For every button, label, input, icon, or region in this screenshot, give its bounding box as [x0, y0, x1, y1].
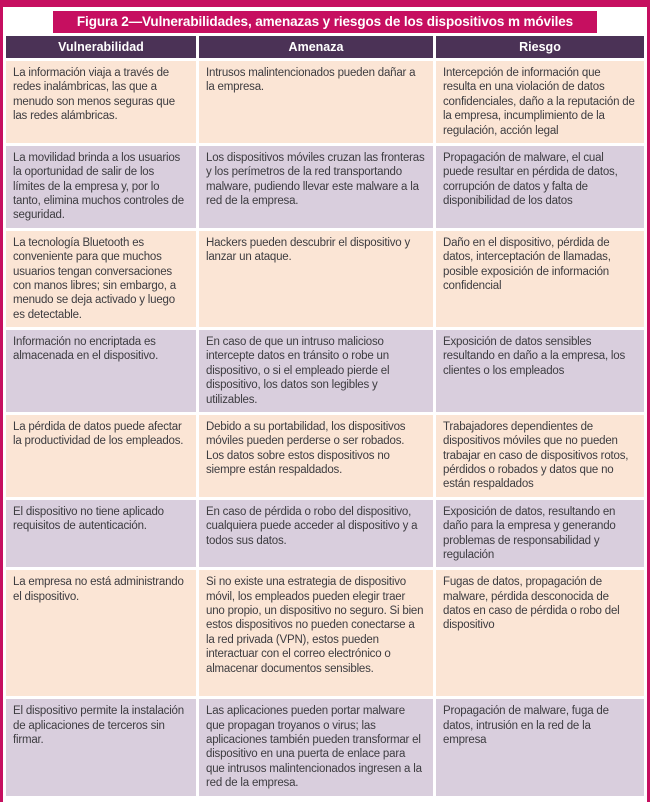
column-header-riesgo: Riesgo	[436, 36, 644, 58]
cell-riesgo: Daño en el dispositivo, pérdida de datos, interceptación de llamadas, posible exposición de información confidencial	[436, 231, 644, 327]
cell-vulnerabilidad: La tecnología Bluetooth es conveniente para que muchos usuarios tengan conversaciones con manos libres; sin embargo, a menudo se deja activado y luego es detectable.	[6, 231, 196, 327]
cell-riesgo: Fugas de datos, propagación de malware, pérdida desconocida de datos en caso de pérdida o robo del dispositivo	[436, 570, 644, 696]
cell-riesgo: Exposición de datos, resultando en daño para la empresa y generando problemas de responsabilidad y regulación	[436, 500, 644, 568]
cell-riesgo: Intercepción de información que resulta en una violación de datos confidenciales, daño a la reputación de la empresa, incumplimiento de la regulación, acción legal	[436, 61, 644, 143]
cell-amenaza: Intrusos malintencionados pueden dañar a la empresa.	[199, 61, 433, 143]
cell-riesgo: Propagación de malware, el cual puede resultar en pérdida de datos, corrupción de datos y falta de disponibilidad de los datos	[436, 146, 644, 228]
cell-vulnerabilidad: La pérdida de datos puede afectar la productividad de los empleados.	[6, 415, 196, 497]
cell-amenaza: Los dispositivos móviles cruzan las fronteras y los perímetros de la red transportando malware, pudiendo llevar este malware a la red de la empresa.	[199, 146, 433, 228]
cell-vulnerabilidad: Información no encriptada es almacenada en el dispositivo.	[6, 330, 196, 412]
cell-amenaza: Las aplicaciones pueden portar malware que propagan troyanos o virus; las aplicaciones también pueden transformar el dispositivo en una puerta de enlace para que intrusos malintencionados ingresen a la red de la empresa.	[199, 699, 433, 795]
column-header-vulnerabilidad: Vulnerabilidad	[6, 36, 196, 58]
figure-title-bar	[53, 11, 597, 33]
column-header-amenaza: Amenaza	[199, 36, 433, 58]
cell-amenaza: En caso de que un intruso malicioso intercepte datos en tránsito o robe un dispositivo, o si el empleado pierde el dispositivo, los datos son legibles y utilizables.	[199, 330, 433, 412]
cell-riesgo: Trabajadores dependientes de dispositivos móviles que no pueden trabajar en caso de dispositivos rotos, pérdidos o robados y datos que no están respaldados	[436, 415, 644, 497]
cell-amenaza: Si no existe una estrategia de dispositivo móvil, los empleados pueden elegir traer uno propio, un dispositivo no seguro. Si bien estos dispositivos no pueden conectarse a la red privada (VPN), estos pueden interactuar con el correo electrónico o almacenar documentos sensibles.	[199, 570, 433, 696]
cell-amenaza: Debido a su portabilidad, los dispositivos móviles pueden perderse o ser robados. Los datos sobre estos dispositivos no siempre están respaldados.	[199, 415, 433, 497]
cell-vulnerabilidad: El dispositivo permite la instalación de aplicaciones de terceros sin firmar.	[6, 699, 196, 795]
figure-title: Figura 2—Vulnerabilidades, amenazas y riesgos de los dispositivos m móviles	[76, 14, 574, 29]
cell-vulnerabilidad: La información viaja a través de redes inalámbricas, las que a menudo son menos seguras que las redes alámbricas.	[6, 61, 196, 143]
cell-amenaza: En caso de pérdida o robo del dispositivo, cualquiera puede acceder al dispositivo y a todos sus datos.	[199, 500, 433, 568]
cell-riesgo: Propagación de malware, fuga de datos, intrusión en la red de la empresa	[436, 699, 644, 795]
vulnerability-table	[6, 36, 644, 796]
cell-riesgo: Exposición de datos sensibles resultando en daño a la empresa, los clientes o los empleados	[436, 330, 644, 412]
cell-vulnerabilidad: La empresa no está administrando el dispositivo.	[6, 570, 196, 696]
cell-vulnerabilidad: La movilidad brinda a los usuarios la oportunidad de salir de los límites de la empresa y, por lo tanto, elimina muchos controles de seguridad.	[6, 146, 196, 228]
cell-amenaza: Hackers pueden descubrir el dispositivo y lanzar un ataque.	[199, 231, 433, 327]
cell-vulnerabilidad: El dispositivo no tiene aplicado requisitos de autenticación.	[6, 500, 196, 568]
